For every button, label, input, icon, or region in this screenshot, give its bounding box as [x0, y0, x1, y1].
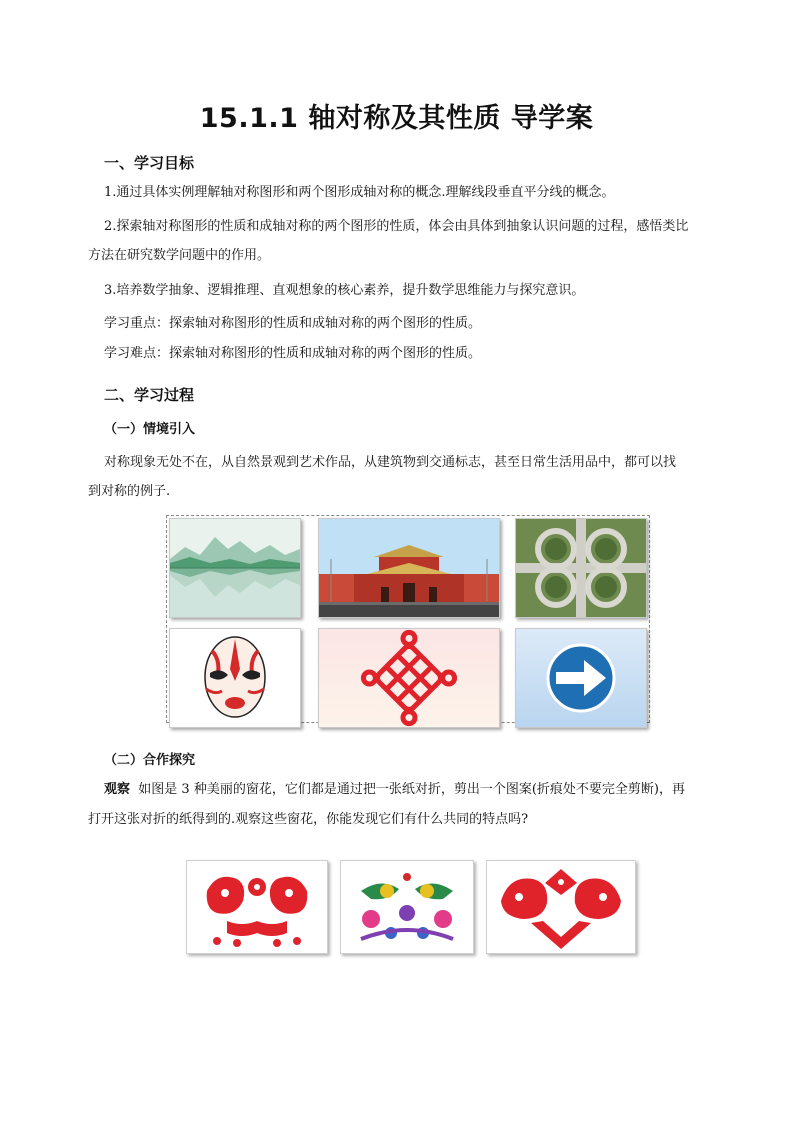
- observe-line1: [104, 776, 714, 804]
- highway-interchange-image: [515, 518, 647, 618]
- goal-1: 1.通过具体实例理解轴对称图形和两个图形成轴对称的概念.理解线段垂直平分线的概念。: [104, 185, 615, 200]
- tiananmen-gate-image: [318, 518, 500, 618]
- paper-cut-dragons-image: [186, 860, 328, 954]
- subheading-cooperation: （二）合作探究: [104, 753, 196, 768]
- chinese-knot-image: [318, 628, 500, 728]
- section-heading-goals: 一、学习目标: [104, 154, 195, 172]
- subheading-scenario: （一）情境引入: [104, 422, 196, 437]
- symmetry-examples-gallery: [166, 515, 650, 723]
- section-heading-process: 二、学习过程: [104, 386, 195, 404]
- paper-cut-lions-image: [486, 860, 636, 954]
- page-title: 15.1.1 轴对称及其性质 导学案: [199, 103, 594, 134]
- landscape-reflection-image: [169, 518, 301, 618]
- opera-mask-image: [169, 628, 301, 728]
- paper-cut-birds-flowers-image: [340, 860, 474, 954]
- goal-2-line2: 方法在研究数学问题中的作用。: [88, 248, 271, 263]
- goal-2-line1: 2.探索轴对称图形的性质和成轴对称的两个图形的性质，体会由具体到抽象认识问题的过程，感悟类比: [104, 219, 689, 234]
- traffic-arrow-sign-image: [515, 628, 647, 728]
- difficult-point: 学习难点：探索轴对称图形的性质和成轴对称的两个图形的性质。: [104, 346, 482, 361]
- scenario-para-line2: 到对称的例子.: [88, 484, 171, 499]
- goal-3: 3.培养数学抽象、逻辑推理、直观想象的核心素养，提升数学思维能力与探究意识。: [104, 283, 585, 298]
- key-point: 学习重点：探索轴对称图形的性质和成轴对称的两个图形的性质。: [104, 316, 482, 331]
- observe-line2: 打开这张对折的纸得到的.观察这些窗花，你能发现它们有什么共同的特点吗?: [88, 812, 529, 827]
- observe-label: 观察: [104, 782, 131, 797]
- scenario-para-line1: 对称现象无处不在，从自然景观到艺术作品，从建筑物到交通标志，甚至日常生活用品中，都可以找: [104, 455, 677, 470]
- observe-text-line1: 如图是 3 种美丽的窗花，它们都是通过把一张纸对折，剪出一个图案(折痕处不要完全剪断)，再: [138, 782, 685, 797]
